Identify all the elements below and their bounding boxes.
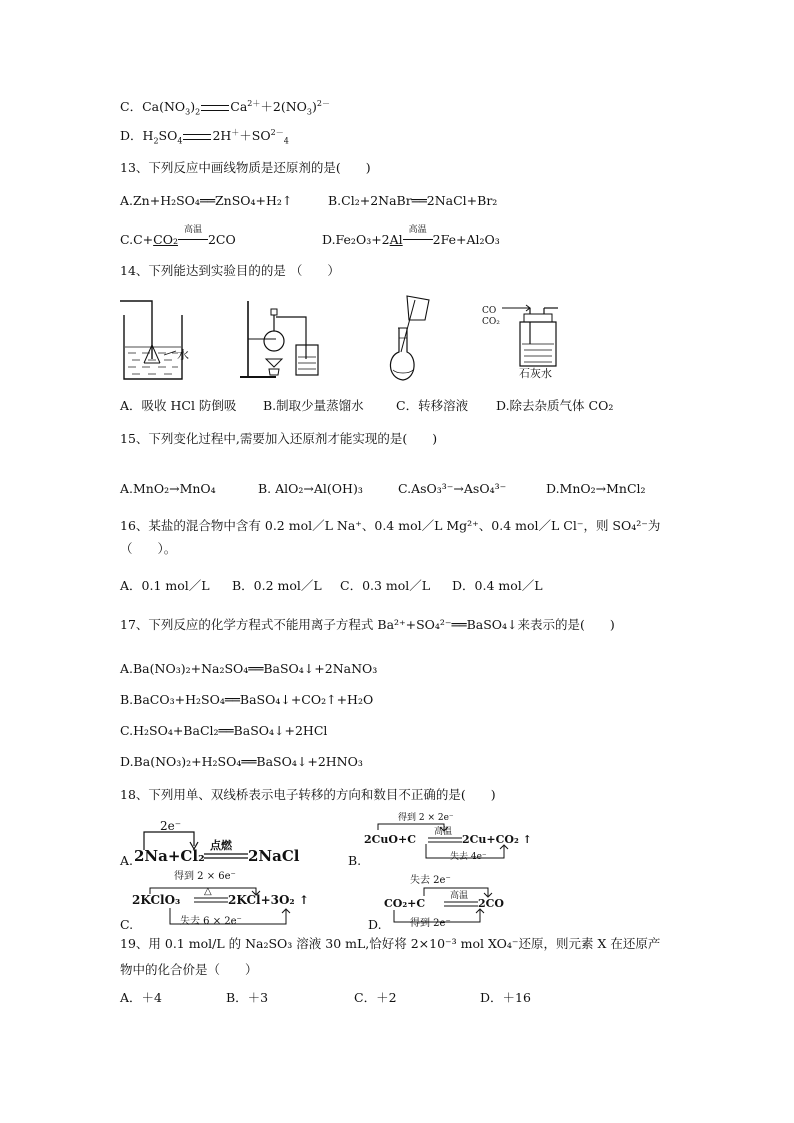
q16-option-c: C．0.3 mol／L [340, 578, 431, 593]
q19-stem-line2: 物中的化合价是（ ） [120, 962, 258, 977]
equals-sign [428, 837, 462, 843]
volumetric-flask-figure [385, 292, 435, 384]
q19-stem-line1: 19、用 0.1 mol/L 的 Na₂SO₃ 溶液 30 mL,恰好将 2×10⁻³ mol XO₄⁻还原，则元素 X 在还原产 [120, 936, 661, 951]
co-label: CO [482, 306, 497, 316]
reaction-condition: 高温 [178, 232, 208, 244]
q16-option-b: B．0.2 mol／L [232, 578, 322, 593]
q15-option-a: A.MnO₂→MnO₄ [120, 481, 216, 496]
q13-option-b: B.Cl₂+2NaBr══2NaCl+Br₂ [328, 193, 498, 208]
q12-option-c: C．$Ca(NO_3)_2$ $Ca^{2+}+2(NO_3)^{2-}$ [120, 99, 330, 117]
q16-option-a: A．0.1 mol／L [120, 578, 210, 593]
equals-sign [444, 901, 478, 907]
gas-wash-bottle-figure [500, 300, 570, 370]
beaker-apparatus-figure [118, 297, 198, 383]
q17-option-b: B.BaCO₃+H₂SO₄══BaSO₄↓+CO₂↑+H₂O [120, 692, 374, 707]
q14-option-c: C．转移溶液 [396, 398, 469, 413]
q19-option-d: D．＋16 [480, 990, 531, 1005]
underlined-substance: CO₂ [153, 232, 178, 247]
underlined-substance: Al [389, 232, 403, 247]
q16-stem: 16、某盐的混合物中含有 0.2 mol／L Na⁺、0.4 mol／L Mg²⁺、0.4 mol／L Cl⁻，则 SO₄²⁻为 [120, 518, 661, 533]
q13-option-a: A.Zn+H₂SO₄══ZnSO₄+H₂↑ [120, 193, 293, 208]
q15-stem: 15、下列变化过程中,需要加入还原剂才能实现的是( ) [120, 431, 438, 446]
distillation-apparatus-figure [238, 297, 328, 383]
q14-option-a: A．吸收 HCl 防倒吸 [120, 398, 237, 413]
reaction-condition: 高温 [403, 232, 433, 244]
equals-sign [201, 105, 229, 111]
q18-stem: 18、下列用单、双线桥表示电子转移的方向和数目不正确的是( ) [120, 787, 496, 802]
q15-option-d: D.MnO₂→MnCl₂ [546, 481, 646, 496]
q12-option-d: D．$H_2SO_4$ $2H^++SO^{2-}_4$ [120, 128, 289, 146]
q14-option-b: B.制取少量蒸馏水 [263, 398, 364, 413]
q13-option-c: C.C+CO₂ 高温 2CO [120, 225, 236, 247]
equals-sign [194, 897, 228, 903]
q13-stem: 13、下列反应中画线物质是还原剂的是( ) [120, 160, 371, 175]
q19-option-c: C．＋2 [354, 990, 397, 1005]
water-label: 水 [177, 348, 190, 362]
q17-stem: 17、下列反应的化学方程式不能用离子方程式 Ba²⁺+SO₄²⁻══BaSO₄↓来表示的是( ) [120, 617, 615, 632]
q17-option-a: A.Ba(NO₃)₂+Na₂SO₄══BaSO₄↓+2NaNO₃ [120, 661, 378, 676]
q19-option-a: A．＋4 [120, 990, 162, 1005]
equals-sign [183, 134, 211, 140]
q15-option-c: C.AsO₃³⁻→AsO₄³⁻ [398, 481, 507, 496]
q14-option-d: D.除去杂质气体 CO₂ [496, 398, 614, 413]
q16-paren: （ ）。 [120, 541, 177, 556]
q17-option-c: C.H₂SO₄+BaCl₂══BaSO₄↓+2HCl [120, 723, 328, 738]
limewater-label: 石灰水 [519, 367, 552, 380]
co2-label: CO₂ [482, 317, 500, 327]
q16-option-d: D．0.4 mol／L [452, 578, 543, 593]
equals-sign [204, 852, 248, 860]
q13-option-d: D.Fe₂O₃+2Al 高温 2Fe+Al₂O₃ [322, 225, 500, 247]
q19-option-b: B．＋3 [226, 990, 269, 1005]
q14-stem: 14、下列能达到实验目的的是 （ ） [120, 263, 340, 278]
q17-option-d: D.Ba(NO₃)₂+H₂SO₄══BaSO₄↓+2HNO₃ [120, 754, 363, 769]
q15-option-b: B. AlO₂→Al(OH)₃ [258, 481, 363, 496]
